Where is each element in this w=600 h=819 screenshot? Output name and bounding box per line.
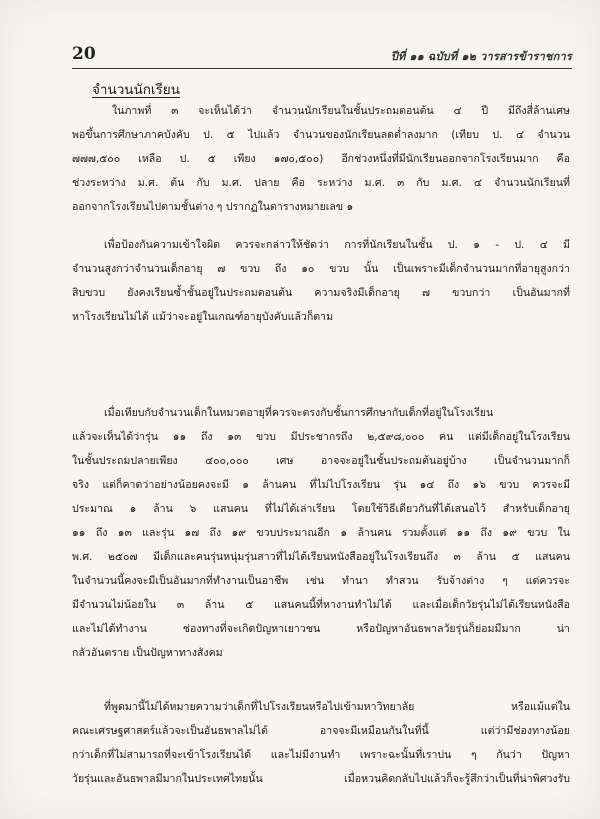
text-line: พอขึ้นการศึกษาภาคบังคับ ป. ๕ ไปแล้ว จำนวนของนักเรียนลดต่ำลงมาก (เทียบ ป. ๔ จำนวน xyxy=(72,129,570,141)
page-number: 20 xyxy=(72,44,96,64)
text-line: เพื่อป้องกันความเข้าใจผิด ควรจะกล่าวให้ชัดว่า การที่นักเรียนในชั้น ป. ๑ - ป. ๔ มี xyxy=(104,239,570,251)
text-line: พ.ศ. ๒๕๐๗ มีเด็กและคนรุ่นหนุ่มรุ่นสาวที่ไม่ได้เรียนหนังสืออยู่ในโรงเรียนถึง ๓ ล้าน ๕ แสนคน xyxy=(72,551,570,563)
header-rule xyxy=(72,68,572,69)
page-header xyxy=(72,44,572,66)
paragraph-1 xyxy=(72,99,570,219)
text-line: ในชั้นประถมปลายเพียง ๔๐๐,๐๐๐ เศษ อาจจะอยู่ในชั้นประถมต้นอยู่บ้าง เป็นจำนวนมากก็ xyxy=(72,455,570,467)
text-line: ๗๗๗,๕๐๐ เหลือ ป. ๕ เพียง ๑๗๐,๕๐๐) อีกช่วงหนึ่งที่มีนักเรียนออกจากโรงเรียนมาก คือ xyxy=(72,153,570,165)
running-header: ปีที่ ๑๑ ฉบับที่ ๑๒ วารสารข้าราชการ xyxy=(390,50,572,63)
text-line: และไม่ได้ทำงาน ช่องทางที่จะเกิดปัญหาเยาวชน หรือปัญหาอันธพาลวัยรุ่นก็ย่อมมีมาก น่า xyxy=(72,623,570,635)
paragraph-4 xyxy=(72,695,570,791)
text-line: ๑๑ ถึง ๑๓ และรุ่น ๑๗ ถึง ๑๙ ขวบประมาณอีก ๑ ล้านคน รวมตั้งแต่ ๑๑ ถึง ๑๙ ขวบ ใน xyxy=(72,527,570,539)
text-line: กว่าเด็กที่ไม่สามารถที่จะเข้าโรงเรียนได้ และไม่มีงานทำ เพราะฉะนั้นที่เราบ่น ๆ กันว่า ปัญหา xyxy=(72,749,570,761)
text-line: หาโรงเรียนไม่ได้ แม้ว่าจะอยู่ในเกณฑ์อายุบังคับแล้วก็ตาม xyxy=(72,311,334,323)
text-line: ในภาพที่ ๓ จะเห็นได้ว่า จำนวนนักเรียนในชั้นประถมตอนต้น ๔ ปี มีถึงสี่ล้านเศษ xyxy=(112,105,570,117)
text-line: ออกจากโรงเรียนไปตามชั้นต่าง ๆ ปรากฏในตารางหมายเลข ๑ xyxy=(72,201,354,213)
text-line: จำนวนสูงกว่าจำนวนเด็กอายุ ๗ ขวบ ถึง ๑๐ ขวบ นั้น เป็นเพราะมีเด็กจำนวนมากที่อายุสูงกว่า xyxy=(72,263,570,275)
paragraph-2 xyxy=(72,233,570,329)
text-line: จริง แต่ก็คาดว่าอย่างน้อยคงจะมี ๑ ล้านคน ที่ไม่ไปโรงเรียน รุ่น ๑๔ ถึง ๑๖ ขวบ ควรจะมี xyxy=(72,479,570,491)
text-line: ประมาณ ๑ ล้าน ๖ แสนคน ที่ไม่ได้เล่าเรียน โดยใช้วิธีเดียวกันที่ได้เสนอไว้ สำหรับเด็กอายุ xyxy=(72,503,570,515)
text-line: วัยรุ่นและอันธพาลมีมากในประเทศไทยนั้น เมื่อหวนคิดกลับไปแล้วก็จะรู้สึกว่าเป็นที่น่าพิศวงรับ xyxy=(72,773,570,785)
text-line: มีจำนวนไม่น้อยใน ๓ ล้าน ๕ แสนคนนี้ที่หางานทำไม่ได้ และเมื่อเด็กวัยรุ่นไม่ได้เรียนหนังสือ xyxy=(72,599,570,611)
text-line: ในจำนวนนี้คงจะมีเป็นอันมากที่ทำงานเป็นอาชีพ เช่น ทำนา ทำสวน รับจ้างต่าง ๆ แต่ควรจะ xyxy=(72,575,570,587)
paragraph-3 xyxy=(72,401,570,665)
text-line: กลัวอันตราย เป็นปัญหาทางสังคม xyxy=(72,647,223,659)
text-line: แล้วจะเห็นได้ว่ารุ่น ๑๑ ถึง ๑๓ ขวบ มีประชากรถึง ๒,๕๙๘,๐๐๐ คน แต่มีเด็กอยู่ในโรงเรียน xyxy=(72,431,570,443)
text-line: ที่พูดมานี้ไม่ได้หมายความว่าเด็กที่ไปโรงเรียนหรือไปเข้ามหาวิทยาลัย หรือแม้แต่ใน xyxy=(104,701,570,713)
section-heading: จำนวนนักเรียน xyxy=(92,82,180,98)
text-line: เมื่อเทียบกับจำนวนเด็กในหมวดอายุที่ควรจะตรงกับชั้นการศึกษากับเด็กที่อยู่ในโรงเรียน xyxy=(104,407,494,419)
text-line: สิบขวบ ยังคงเรียนซ้ำชั้นอยู่ในประถมตอนต้น ความจริงมีเด็กอายุ ๗ ขวบกว่า เป็นอันมากที่ xyxy=(72,287,570,299)
text-line: ช่วงระหว่าง ม.ศ. ต้น กับ ม.ศ. ปลาย คือ ระหว่าง ม.ศ. ๓ กับ ม.ศ. ๔ จำนวนนักเรียนที่ xyxy=(72,177,570,189)
text-line: คณะเศรษฐศาสตร์แล้วจะเป็นอันธพาลไม่ได้ อาจจะมีเหมือนกันในที่นี้ แต่ว่ามีช่องทางน้อย xyxy=(72,725,570,737)
